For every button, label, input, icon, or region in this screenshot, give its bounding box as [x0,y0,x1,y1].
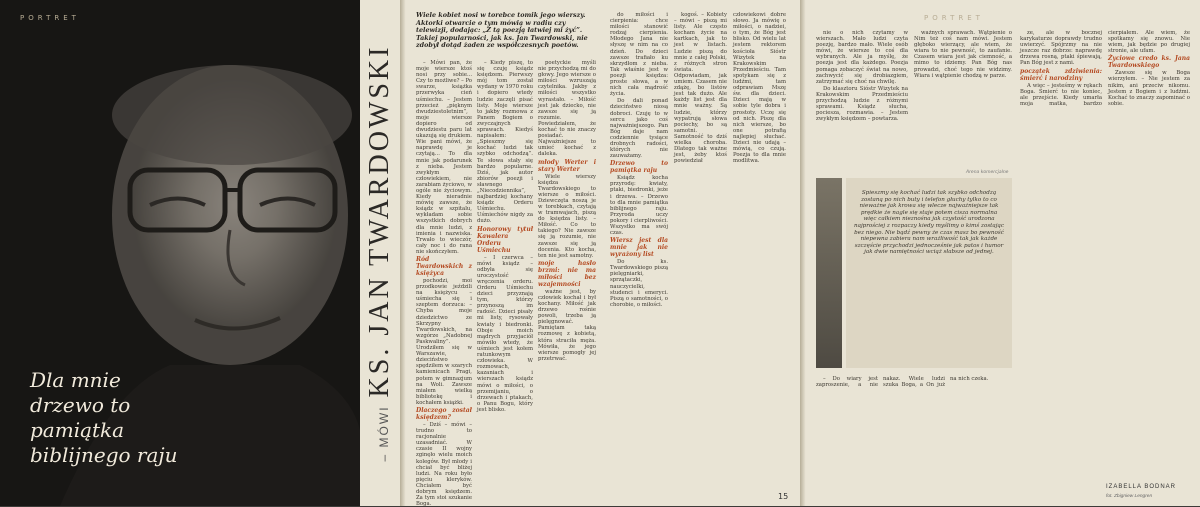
section-label: PORTRET [20,14,80,22]
article-column-6 [816,30,908,160]
photo-credit: Arena komercjalne [966,170,1009,175]
author-name: IZABELLA BODNAR [1106,484,1177,490]
vertical-title-prefix: – MÓWI [377,405,391,462]
subheading: młody Werter i stary Werter [538,158,596,173]
article-paragraph: do miłości i cierpienia: chce miłości stanowić rodzaj cierpienia. Młodego Jana nie słyszę w nim na co dzień. Do dzieci zawsze trafiało ku skrzydłom z nieba. Tak właśnie jest w poezji księdza: proste słowa, a w nich cała mądrość życia. [610,12,668,98]
subheading: Dlaczego został księdzem? [416,406,472,421]
vertical-title-name: KS. JAN TWARDOWSKI [364,44,395,398]
article-column-4 [610,12,668,500]
subheading: Życiowe credo ks. Jana Twardowskiego [1108,55,1190,70]
page-article-middle [606,0,800,506]
article-column-3 [538,60,596,500]
article-column-5 [674,12,789,501]
article-intro: Wiele kobiet nosi w torebce tomik jego wierszy. Aktorki otwarcie o tym mówią w radiu czy telewizji, dodając: „Z tą poezją łatwiej mi żyć”. Takiej popularności, jak ks. Jan Twardowski, nie zdobył dotąd żaden ze współczesnych poetów. [416,11,588,50]
page-article-left [406,0,606,506]
article-paragraph: – I czerwca – mówi ksiądz – odbyła się uroczystość wręczenia orderu. Orderu Uśmiechu dzieci przyznają tym, którzy przynoszą im radość. Dzieci pisały mi listy, rysowały kwiaty i biedronki. Oboje moich mądrych przyjaciół mówiło wtedy, że uśmiech jest kołem ratunkowym człowieka. W rozmowach, kazaniach i wierszach ksiądz mówi o miłości, o przemijaniu, o drzewach i ptakach, o Panu Bogu, który jest blisko. [477,254,533,413]
article-column-8 [816,376,1012,500]
poem-text: Spieszmy się kochać ludzi tak szybko odchodzą zostaną po nich buty i telefon głuchy tylko to co nieważne jak krowa się wlecze najważniejsze tak prędkie że nagle się staje potem cisza normalna więc całkiem nieznośna jak czystość urodzona najprościej z rozpaczy kiedy myślimy o kimś zostając bez niego. Nie bądź pewny że czas masz bo pewność niepewna zabiera nam wrażliwość tak jak każde szczęście przychodzi jednocześnie jak patos i humor jak dwie namiętności wciąż słabsze od jednej. [854,190,1004,256]
article-paragraph: nie o nich czytamy w wierszach. Mało ludzi czyta poezję, bardzo mało. Wiele osób mówi, że wiersze to coś dla wybranych. Ale ja myślę, że poezja jest dla każdego. Poezja pomaga zobaczyć świat na nowo, zachwycić się drobiazgiem, zatrzymać się choć na chwilę. [816,30,908,85]
subheading: Ród Twardowskich z księżyca [416,256,472,277]
article-paragraph: Do dali ponad dzieciństwo niosą dobroci. Czuję to w sercu jako coś najważniejszego. Pan Bóg daje nam codziennie tysiące drobnych radości, których nie zauważamy. [610,98,668,160]
vertical-title [360,0,400,506]
article-paragraph: – Do wiary jest zaproszenie, a nie nakaz. Wiele ludzi szuka Boga, a On już na nich czeka. [816,376,989,389]
article-column-9 [1020,30,1190,480]
photo-byline: fot. Zbigniew Lengren [1106,494,1153,499]
article-column-2 [477,60,533,500]
article-paragraph: Do ks. Twardowskiego piszą pielęgniarki, sprzątaczki, nauczycielki, studenci i emeryci. Piszą o samotności, o chorobie, o miłości. [610,259,668,308]
article-paragraph: poetyckie myśli nie przychodzą mi do głowy. Jego wiersze o miłości wzruszają czytelnika. Jakby z miłości wszystko wyrastało. – Miłość jest jak dziecko, nie zawsze się ją rozumie. Powiedziałem, że kochać to nie znaczy posiadać. Najważniejsze to umieć kochać z daleka. [538,60,596,158]
article-paragraph: Ksiądz kocha przyrodę: kwiaty, ptaki, biedronki, jeże i drzewa. – Drzewo to dla mnie pamiątka biblijnego raju. Przyroda uczy pokory i cierpliwości. Wszystko ma swój czas. [610,175,668,237]
article-paragraph: kogoś. – Kobiety – mówi – piszą mi listy. Ale często kocham życie na kartkach, jak to jest w listach. Ludzie piszą do mnie z całej Polski, z różnych stron świata. Odpowiadam, jak umiem. Czasem nie zdążę, bo listów jest tak dużo. Ale każdy list jest dla mnie ważny. Są ludzie, którzy wypatrują słowa pociechy, bo są samotni. Samotność to dziś wielka choroba. Dlatego tak ważne jest, żeby ktoś powiedział człowiekowi dobre słowo. Ja mówię o miłości, o nadziei, o tym, że Bóg jest blisko. Od wielu lat jestem rektorem kościoła Sióstr Wizytek na Krakowskim Przedmieściu. Tam spotykam się z ludźmi, tam odprawiam Mszę św. dla dzieci. Dzieci mają w sobie tyle dobra i prostoty. Uczę się od nich. Piszę dla nich wiersze, bo one potrafią najlepiej słuchać. Dzieci nie udają – mówią, co czują. Poezja to dla mnie modlitwa. [674,12,786,165]
article-paragraph: – Kiedy piszę, to się czuję ksiądz księdzem. Pierwszy mój tom został wydany w 1970 roku i dopiero wtedy ludzie zaczęli pisać listy. Moje wiersze to jakby rozmowa z Panem Bogiem o zwyczajnych sprawach. Kiedyś napisałem: „Spieszmy się kochać ludzi tak szybko odchodzą”. Te słowa stały się bardzo popularne. Dziś, jak autor zbiorów poezji i sławnego „Niecodziennika”, najbardziej kochany ksiądz Orderu Uśmiechu. Uśmiechów nigdy za dużo. [477,60,533,225]
article-column-7 [914,30,1012,160]
photo-strip [816,178,842,368]
subheading: początek zdziwienia: śmierć i narodziny [1020,67,1102,82]
article-paragraph: pochodzi, moi przodkowie jeździli na księżycu – uśmiecha się i szeptem dorzuca: – Chyba moje dziedzictwo ze Skrzypny Twardowskich, na wzgórze „Nadobnej Paskwaliny”. Urodziłem się w Warszawie, dzieciństwo spędziłem w szarych kamienicach Pragi, potem w gimnazjum na Woli. Zawsze miałem wielką bibliotekę i kochałem książki. [416,278,472,406]
article-paragraph: A więc – jesteśmy w rękach Boga. Śmierć to nie koniec, ale przejście. Kiedy umarła moja matka, bardzo cierpiałem. Ale wiem, że spotkamy się znowu. Nie wiem, jak będzie po drugiej stronie, ale ufam. [1020,30,1190,107]
section-label: PORTRET [924,14,984,22]
article-paragraph: Wiele wierszy księdza Twardowskiego to wiersze o miłości. Dziewczęta noszą je w torebkach, czytają w tramwajach, piszą do księdza listy. – Miłość. Co to takiego? Nie zawsze się ją rozumie, nie zawsze się ją docenia. Kto kocha, ten nie jest samotny. [538,173,596,259]
article-paragraph: – Mówi pan, że moje wiersze ktoś nosi przy sobie... Czy to możliwe? – Po swarze, książka przerwyka cień uśmiechu. – Jestem przecież „pięknym dwudziestoletnim”, moje wiersze dopiero od dwudziestu paru lat ukazują się drukiem. Wie pani mówi, że naprawdę je czytają... To dla mnie jak podarunek z nieba. Jestem zwykłym człowiekiem, nie zarabiam życiowo, w ogóle nie życiowym. Kiedy nieradnie mówię zawsze, że ksiądz w szpitalu, wykładam sobie wszystkich dobrych dla mnie ludzi, z imienia i nazwiska. Trwało to wieczór, cały noc i do rana nie skończyłem. [416,60,472,255]
page-article-right [806,0,1200,506]
subheading: Wiersz jest dla mnie jak nie wyrażony list [610,237,668,259]
page-number: 15 [778,492,789,501]
article-paragraph: Do klasztoru Sióstr Wizytek na Krakowskim Przedmieściu przychodzą ludzie z różnymi sprawami. Ksiądz słucha, pociesza, rozmawia. – Jestem zwykłym księdzem – powtarza. [816,85,908,123]
photo-quote: Dla mnie drzewo to pamiątka biblijnego raju [30,368,178,467]
article-paragraph: ze, ale w bocznej karykaturze doprawdy trudno uwierzyć. Spójrzmy na nie jeszcze raz dobrze: naprawdę drzewa rosną, ptaki śpiewają, Pan Bóg jest z nami. [1020,30,1102,67]
article-paragraph: Zawsze się w Boga wierzyłem. – Nie jestem za nikim, ani przeciw nikomu. Jestem z Bogiem i z ludźmi. Kochać to znaczy zapominać o sobie. [1108,70,1190,107]
page-portrait [0,0,400,506]
article-paragraph: – Dziś – mówi – trudno to racjonalnie uzasadniać. W czasie II wojny zginęło wielu moich kolegów. Był młody i chciał być bliżej ludzi. Na roku było pięciu kleryków. Chciałem być dobrym księdzem. Za tym stoi szukanie Boga. [416,421,472,507]
subheading: moje hasło brzmi: nie ma miłości bez wzajemności [538,259,596,288]
subheading: Drzewo to pamiątka raju [610,160,668,175]
article-paragraph: ważne jest, by człowiek kochał i był kochany. Miłość jak drzewo rośnie powoli, trzeba ją pielęgnować. Pamiętam taką rozmowę z kobietą, która straciła męża. Mówiła, że jego wiersze pomogły jej przetrwać. [538,288,596,362]
poem-panel [846,178,1012,368]
article-paragraph: ważnych sprawach. Wątpienie o Nim też coś nam mówi. Jestem głęboko wierzący, ale wiem, że wiara to nie pewność, to zaufanie. Czasem wiara jest jak ciemność, a mimo to idziemy. Pan Bóg nas prowadzi, choć tego nie widzimy. Wiara i wątpienie chodzą w parze. [914,30,1012,79]
subheading: Honorowy tytuł Kawalera Orderu Uśmiechu [477,225,533,254]
article-column-1 [416,60,472,507]
